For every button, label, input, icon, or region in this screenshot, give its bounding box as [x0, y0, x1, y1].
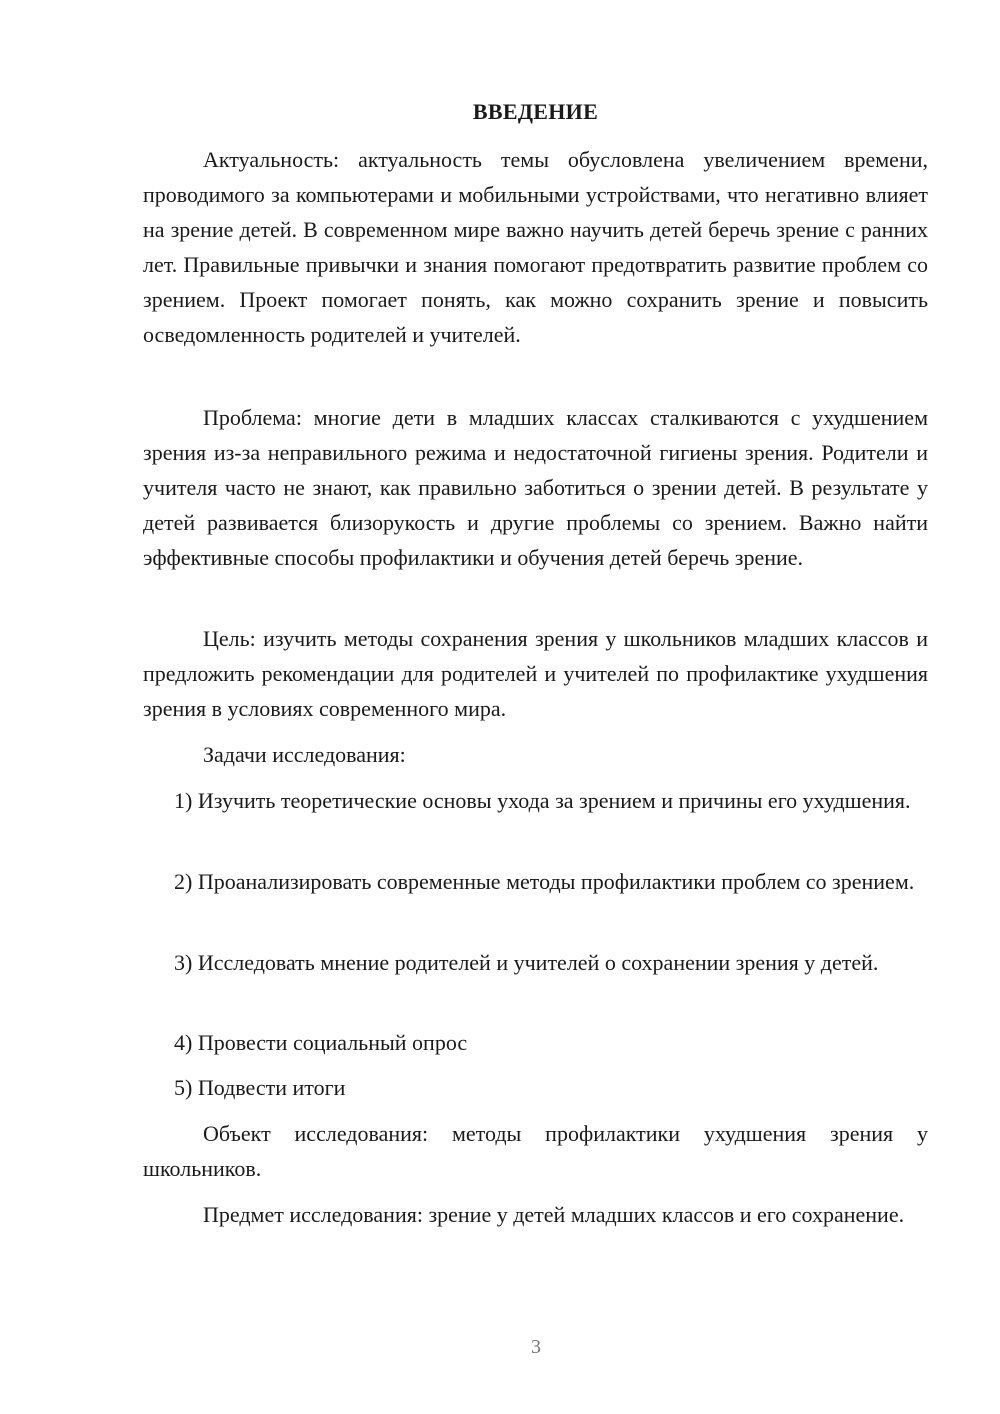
task-item-1: 1) Изучить теоретические основы ухода за зрением и причины его ухудшения. [174, 788, 911, 813]
task-item-4: 4) Провести социальный опрос [174, 1030, 468, 1055]
page-number: 3 [531, 1336, 541, 1358]
page-title: ВВЕДЕНИЕ [472, 99, 599, 124]
object-paragraph: Объект исследования: методы профилактики ухудшения зрения у школьников. [143, 1121, 928, 1181]
task-item-2: 2) Проанализировать современные методы профилактики проблем со зрением. [174, 869, 915, 894]
task-item-3: 3) Исследовать мнение родителей и учителей о сохранении зрения у детей. [174, 950, 879, 975]
tasks-heading: Задачи исследования: [203, 742, 406, 767]
problem-paragraph: Проблема: многие дети в младших классах сталкиваются с ухудшением зрения из-за неправильного режима и недостаточной гигиены зрения. Родители и учителя часто не знают, как правильно заботиться о зрении детей. В результате у детей развивается близорукость и другие проблемы со зрением. Важно найти эффективные способы профилактики и обучения детей беречь зрение. [143, 405, 928, 570]
subject-paragraph: Предмет исследования: зрение у детей младших классов и его сохранение. [203, 1202, 905, 1227]
goal-paragraph: Цель: изучить методы сохранения зрения у школьников младших классов и предложить рекомендации для родителей и учителей по профилактике ухудшения зрения в условиях современного мира. [143, 626, 928, 721]
relevance-paragraph: Актуальность: актуальность темы обусловлена увеличением времени, проводимого за компьютерами и мобильными устройствами, что негативно влияет на зрение детей. В современном мире важно научить детей беречь зрение с ранних лет. Правильные привычки и знания помогают предотвратить развитие проблем со зрением. Проект помогает понять, как можно сохранить зрение и повысить осведомленность родителей и учителей. [143, 147, 928, 347]
task-item-5: 5) Подвести итоги [174, 1075, 346, 1100]
